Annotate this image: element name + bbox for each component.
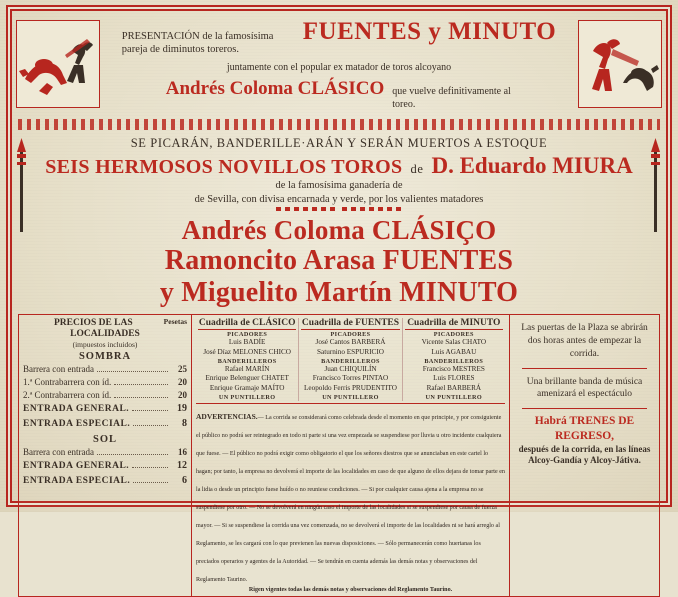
price-value: 8 [182, 417, 187, 429]
dot-leader [132, 403, 168, 411]
novillos-line [24, 153, 654, 179]
ganaderia-line: de la famosísima ganadería de [275, 180, 403, 192]
dot-leader [97, 364, 168, 372]
sol-heading: SOL [92, 433, 117, 445]
cuadrilla-minuto [402, 318, 505, 401]
cuadrillas-columns [196, 318, 505, 401]
picaran-line: SE PICARÁN, BANDERILLE·ARÁN Y SERÁN MUERTOS A ESTOQUE [130, 136, 548, 151]
header-line-1 [110, 18, 568, 56]
cuadrilla-title: Cuadrilla de MINUTO [405, 318, 503, 330]
advertencias-block [196, 403, 505, 593]
price-label: Barrera con entrada [23, 364, 94, 375]
bullfight-scene-icon-left [16, 20, 100, 108]
dot-leader [133, 475, 168, 483]
dot-leader [133, 418, 168, 426]
person-name: Vicente Salas CHATO [421, 338, 487, 347]
pesetas-header: Pesetas [163, 317, 187, 327]
headline-fuentes-minuto: FUENTES y MINUTO [302, 18, 557, 45]
presentation-text: PRESENTACIÓN de la famosísima pareja de diminutos toreros. [121, 31, 274, 56]
price-value: 16 [178, 446, 187, 457]
trenes-note [514, 412, 655, 466]
dot-leader [114, 390, 168, 398]
person-name: Luis FLORES [433, 374, 475, 383]
dot-leader [132, 460, 168, 468]
notes-divider [522, 408, 647, 409]
role-label: BANDERILLEROS [321, 357, 380, 365]
puertas-note: Las puertas de la Plaza se abrirán dos horas antes de empezar la corrida. [521, 323, 648, 359]
price-value: 20 [178, 377, 187, 388]
price-row [23, 459, 187, 474]
price-row [23, 389, 187, 402]
price-label: 2.ª Contrabarrera con íd. [23, 390, 112, 401]
price-label: ENTRADA GENERAL. [23, 404, 130, 415]
bullfight-scene-icon-right [578, 20, 662, 108]
role-label: UN PUNTILLERO [218, 394, 276, 401]
ganadero-name: D. Eduardo MIURA [431, 153, 633, 179]
notes-divider [522, 368, 647, 369]
matadores-list [24, 211, 654, 310]
banderilla-decoration-left [14, 138, 30, 234]
advertencias-title: ADVERTENCIAS. [196, 412, 258, 421]
seis-novillos-text: SEIS HERMOSOS NOVILLOS TOROS [45, 156, 403, 179]
cuadrilla-title: Cuadrilla de CLÁSICO [198, 318, 296, 329]
role-label: BANDERILLEROS [217, 357, 277, 365]
price-label: ENTRADA GENERAL. [23, 460, 130, 471]
cuadrillas-panel [192, 314, 510, 597]
price-row [23, 363, 187, 376]
sombra-heading: SOMBRA [78, 351, 132, 363]
person-name: Juan CHIQUILÍN [324, 364, 377, 373]
headline-coloma-clasico: Andrés Coloma CLÁSICO [165, 78, 385, 100]
trenes-subtitle: después de la corrida, en las líneas Alcoy-Gandía y Alcoy-Játiva. [518, 444, 651, 466]
cuadrilla-clasico [196, 318, 298, 401]
matador-name-1: Andrés Coloma CLÁSIÇO [181, 215, 497, 246]
person-name: Francisco Torres PINTAO [312, 374, 389, 383]
price-label: 1.ª Contrabarrera con íd. [23, 377, 112, 388]
person-name: Francisco MESTRES [422, 364, 485, 373]
prices-panel [18, 314, 192, 597]
person-name: Saturnino ESPURICIO [317, 347, 384, 356]
role-label: PICADORES [330, 331, 371, 339]
matador-name-3: y Miguelito Martín MINUTO [159, 276, 519, 308]
dot-leader [97, 447, 168, 455]
poster-header [8, 6, 670, 113]
sevilla-line: de Sevilla, con divisa encarnada y verde, por los valientes matadores [194, 194, 484, 206]
person-name: Rafael BARBERÁ [426, 383, 482, 392]
header-line-2 [110, 61, 568, 74]
price-row [23, 417, 187, 432]
role-label: UN PUNTILLERO [425, 394, 483, 401]
banderilla-decoration-right [648, 138, 664, 234]
person-name: Enrique Belenguer CHATET [205, 374, 289, 383]
price-value: 19 [177, 403, 187, 415]
role-label: PICADORES [227, 331, 268, 339]
price-value: 6 [182, 474, 187, 486]
header-line-3 [110, 78, 568, 111]
price-label: Barrera con entrada [23, 446, 94, 457]
prices-title-row [23, 318, 187, 340]
price-row [23, 402, 187, 417]
person-name: Luis AGABAU [431, 347, 477, 356]
person-name: José Cantos BARBERÁ [315, 338, 386, 347]
advertencias-text: — La corrida se considerará como celebrada desde el momento en que principie, y por consiguiente el público no podrá ser reintegrado en todo ni parte si una vez empezada se suspendiese por lluvia u otro incidente cualquiera que fuese. — El público no podrá exigir como obligatorio el que los señores diestros que se anunciaban en este cartel lo hagan; por tanto, la empresa no devolverá el importe de las localidades en caso de que alguno de ellos dejara de tomar parte en la lidia o desde un principio fuese huído o no reuniese condiciones. — Si por cualquier causa ajena a la empresa no se suspendiese por otro. — No se devolverá en ningún caso el importe de las localidades si se suspendiese por causa de fuerza mayor. — Si se suspendiese la corrida una vez comenzada, no se devolverá el importe de las localidades ni se hará arreglo al Reglamento, se les cargará con lo que previenen las nuevas disposiciones. — Sólo permanecerán como huertanas los preciados operarios y agentes de la Autoridad. — Se tendrán en cuenta además las demás notas y observaciones del Reglamento Taurino. [196, 415, 505, 583]
person-name: Luis BADÍE [228, 338, 266, 347]
ornament-band-top [18, 119, 660, 130]
dot-leader [114, 377, 168, 385]
price-row [23, 474, 187, 489]
prices-subtitle: (impuestos incluidos) [72, 340, 138, 350]
person-name: Enrique Gramaje MAÍTO [209, 383, 285, 392]
price-row [23, 446, 187, 459]
price-label: ENTRADA ESPECIAL. [23, 475, 131, 486]
price-value: 12 [177, 459, 187, 471]
role-label: UN PUNTILLERO [322, 394, 379, 401]
cuadrilla-fuentes [298, 318, 401, 401]
advertencias-closing: Rigen vigentes todas las demás notas y observaciones del Reglamento Taurino. [248, 587, 453, 593]
bull-and-torero-illustration [17, 21, 99, 107]
matador-name-2: Ramoncito Arasa FUENTES [164, 245, 514, 277]
header-text-block [104, 16, 574, 111]
price-row [23, 376, 187, 389]
poster-main [8, 130, 670, 310]
poster-footer [18, 314, 660, 597]
price-value: 20 [178, 390, 187, 401]
person-name: Rafael MARÍN [224, 364, 270, 373]
price-label: ENTRADA ESPECIAL. [23, 418, 131, 429]
de-text: de [410, 162, 424, 177]
trenes-title: Habrá TRENES DE REGRESO, [534, 415, 635, 442]
cuadrilla-title: Cuadrilla de FUENTES [301, 318, 400, 329]
juntamente-text: juntamente con el popular ex matador de toros alcoyano [226, 62, 452, 74]
torero-cape-illustration [579, 21, 661, 107]
banda-note: Una brillante banda de música amenizará el espectáculo [526, 376, 643, 400]
person-name: Leopoldo Ferris PRUDENTITO [304, 383, 397, 392]
vuelve-text: que vuelve definitivamente al toreo. [392, 86, 511, 110]
role-label: PICADORES [433, 331, 474, 339]
price-value: 25 [178, 364, 187, 375]
notes-panel [510, 314, 660, 597]
person-name: José Díaz MELONES CHICO [203, 347, 291, 356]
prices-title: PRECIOS DE LAS LOCALIDADES [54, 318, 140, 340]
role-label: BANDERILLEROS [424, 357, 484, 365]
